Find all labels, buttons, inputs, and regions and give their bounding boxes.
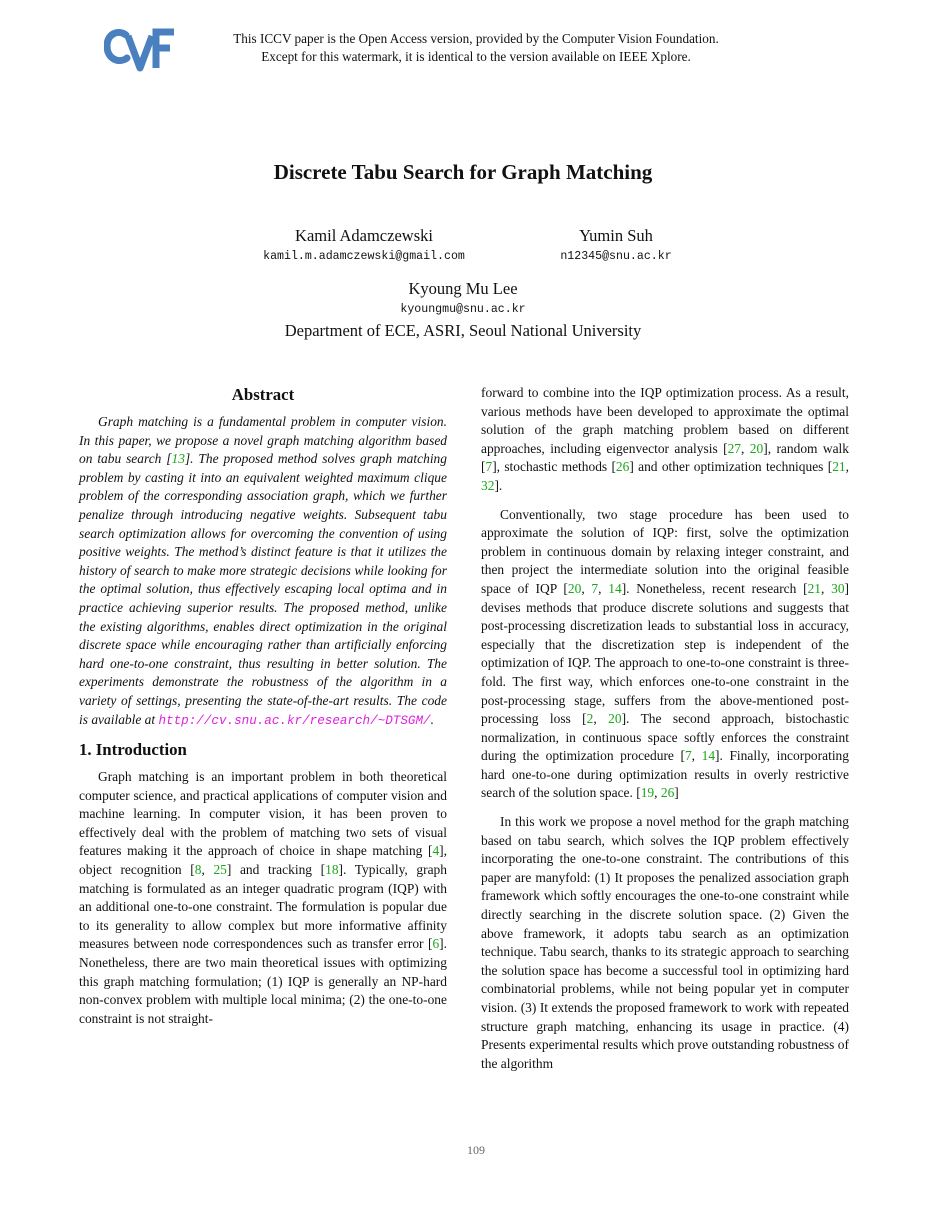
citation-link[interactable]: 8 [194, 862, 202, 878]
citation-link[interactable]: 14 [701, 748, 716, 764]
left-column [79, 384, 447, 1038]
citation-link[interactable]: 32 [481, 477, 495, 493]
citation-link[interactable]: 7 [485, 459, 493, 475]
citation-link[interactable]: 19 [640, 785, 655, 801]
introduction-heading: 1. Introduction [79, 740, 187, 760]
author-email: n12345@snu.ac.kr [560, 250, 672, 263]
author-name: Kyoung Mu Lee [408, 279, 518, 298]
citation-link[interactable]: 13 [171, 451, 185, 467]
intro-paragraph-1: Graph matching is an important problem in both theoretical computer science, and practical applications of computer vision and machine learning. In computer vision, it has been proven to effectively deal with the problem of matching two sets of visual features making it the approach of choice in shape matching [4], object recognition [8, 25] and tracking [18]. Typically, graph matching is formulated as an integer quadratic program (IQP) with an additional one-to-one constraint. The formulation is popular due to its generality to allow complex but more informative affinity measures between node correspondences such as transfer error [6]. Nonetheless, there are two main theoretical issues with optimizing this graph matching formulation; (1) IQP is generally an NP-hard non-convex problem with multiple local minima; (2) the one-to-one constraint is not straight- [79, 769, 447, 1026]
author-1 [224, 226, 504, 265]
paper-title: Discrete Tabu Search for Graph Matching [273, 160, 653, 184]
author-email: kamil.m.adamczewski@gmail.com [263, 250, 465, 263]
watermark-line-1: This ICCV paper is the Open Access version, provided by the Computer Vision Foundation. [233, 31, 719, 46]
citation-link[interactable]: 26 [660, 785, 675, 801]
intro-paragraph-1-continued: forward to combine into the IQP optimization process. As a result, various methods have been developed to approximate the optimal solution of the graph matching problem based on different approaches, including eigenvector analysis [27, 20], random walk [7], stochastic methods [26] and other optimization techniques [21, 32]. [481, 385, 850, 493]
citation-link[interactable]: 14 [608, 580, 622, 596]
intro-paragraph-3: In this work we propose a novel method for the graph matching based on tabu search, which solves the IQP problem effectively incorporating the one-to-one constraint. The contributions of this paper are manyfold: (1) It proposes the penalized association graph framework which softly encourages the one-to-one constraint while directly searching in the discrete solution space. (2) Given the above framework, it adopts tabu search as an optimization technique. Tabu search, thanks to its strategic approach to searching the solution space has become a successful tool in optimizing hard combinatorial problems, while not being popular yet in computer vision. (3) It extends the proposed framework to work with repeated structure graph matching, enhancing its usage in practice. (4) Presents experimental results which prove outstanding robustness of the algorithm [481, 814, 849, 1071]
author-2 [516, 226, 716, 265]
citation-link[interactable]: 2 [586, 711, 594, 727]
citation-link[interactable]: 21 [832, 459, 846, 475]
watermark-notice [190, 30, 762, 65]
author-3 [313, 279, 613, 318]
citation-link[interactable]: 7 [591, 580, 599, 596]
citation-link[interactable]: 27 [727, 440, 742, 456]
cvf-logo [104, 26, 176, 72]
citation-link[interactable]: 6 [432, 936, 440, 952]
abstract-heading: Abstract [231, 385, 295, 404]
right-column [481, 384, 849, 1083]
watermark-line-2: Except for this watermark, it is identical to the version available on IEEE Xplore. [261, 48, 691, 64]
abstract-text: Graph matching is a fundamental problem in computer vision. In this paper, we propose a novel graph matching algorithm based on tabu search [13]. The proposed method solves graph matching problem by casting it into an equivalent weighted maximum clique problem of the corresponding association graph, which we further penalize through introducing negative weights. Subsequent tabu search optimization allows for overcoming the convention of using positive weights. The method’s distinct feature is that it utilizes the history of search to make more strategic decisions while looking for the optimal solution, thus effectively escaping local optima and in practice achieving superior results. The proposed method, unlike the existing algorithms, enables direct optimization in the original discrete space while encouraging rather than artificially enforcing hard one-to-one constraint, thus resulting in better solution. The experiments demonstrate the robustness of the algorithm in a variety of settings, presenting the state-of-the-art results. The code is available at http://cv.snu.ac.kr/research/~DTSGM/. [79, 414, 447, 728]
intro-paragraph-2: Conventionally, two stage procedure has been used to approximate the solution of IQP: first, solve the optimization problem in continuous domain by relaxing integer constraint, and then project the intermediate solution into the original feasible space of IQP [20, 7, 14]. Nonetheless, recent research [21, 30] devises methods that produce discrete solutions and suggests that post-processing discretization leads to substantial loss in accuracy, especially that the discretization step is independent of the optimization of IQP. The approach to one-to-one constraint is three-fold. The first way, which enforces one-to-one constraint in the post-processing stage, suffers from the above-mentioned post-processing loss [2, 20]. The second approach, bistochastic normalization, in continuous space softly enforces the constraint during the optimization procedure [7, 14]. Finally, incorporating hard one-to-one during optimization results in overly restrictive search of the solution space. [19, 26] [481, 506, 850, 801]
code-url-link[interactable]: http://cv.snu.ac.kr/research/~DTSGM/ [158, 713, 431, 728]
citation-link[interactable]: 7 [684, 748, 692, 764]
affiliation: Department of ECE, ASRI, Seoul National University [284, 321, 642, 340]
citation-link[interactable]: 4 [432, 843, 440, 859]
citation-link[interactable]: 25 [213, 862, 227, 878]
author-name: Kamil Adamczewski [295, 226, 433, 245]
citation-link[interactable]: 26 [615, 459, 630, 475]
citation-link[interactable]: 30 [831, 580, 845, 596]
author-email: kyoungmu@snu.ac.kr [400, 303, 526, 316]
citation-link[interactable]: 20 [749, 440, 764, 456]
citation-link[interactable]: 18 [325, 862, 339, 878]
author-name: Yumin Suh [579, 226, 653, 245]
citation-link[interactable]: 20 [608, 711, 622, 727]
citation-link[interactable]: 21 [807, 580, 821, 596]
citation-link[interactable]: 20 [567, 580, 582, 596]
page-number: 109 [467, 1143, 485, 1157]
